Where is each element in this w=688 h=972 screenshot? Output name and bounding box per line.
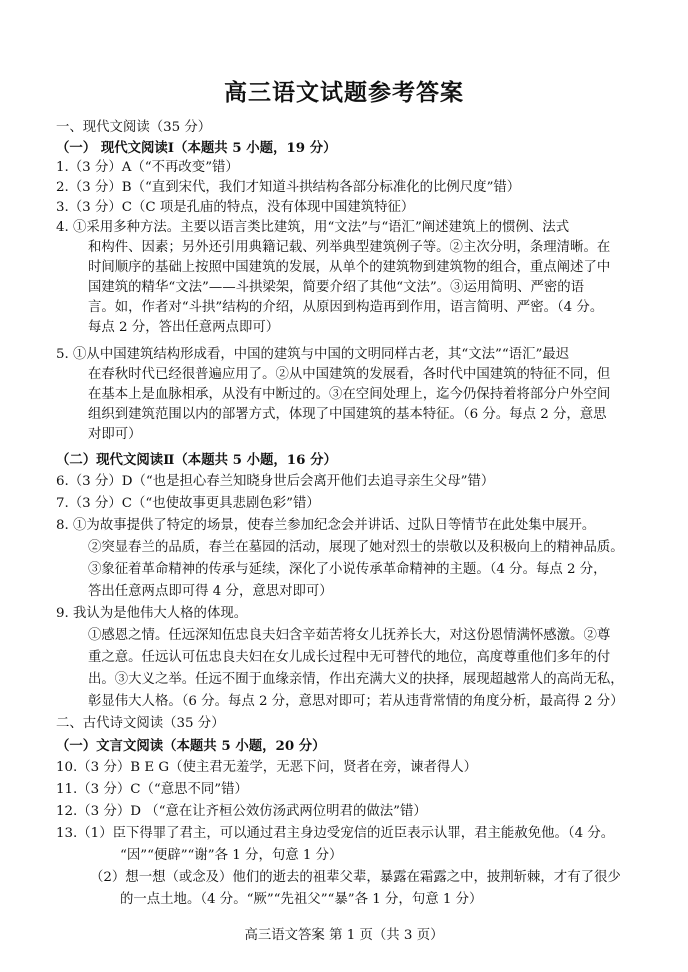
- answer-line-q10: 10.（3 分）B E G（使主君无羞学，无恶下问，贤者在旁，谏者得人）: [56, 760, 478, 775]
- answer-line-q3: 3.（3 分）C（C 项是孔庙的特点，没有体现中国建筑特征）: [56, 200, 415, 215]
- answer-line-q9-cont: ①感恩之情。任远深知伍忠良夫妇含辛茹苦将女儿抚养长大，对这份恩情满怀感激。②尊: [88, 628, 611, 643]
- answer-line-q5: 5. ①从中国建筑结构形成看，中国的建筑与中国的文明同样古老，其“文法”“语汇”最迟: [56, 347, 570, 362]
- page-title: 高三语文试题参考答案: [224, 80, 464, 106]
- section-heading-modern-reading: 一、现代文阅读（35 分）: [56, 120, 212, 135]
- answer-line-q9-cont: 重之意。任远认可伍忠良夫妇在女儿成长过程中无可替代的地位，高度尊重他们多年的付: [88, 650, 611, 665]
- answer-line-q9-cont: 彰显伟大人格。（6 分。每点 2 分，意思对即可；若从违背常情的角度分析，最高得 2 分）: [88, 694, 624, 709]
- answer-line-q4-cont: 时间顺序的基础上按照中国建筑的发展，从单个的建筑物到建筑物的组合，重点阐述了中: [88, 260, 611, 275]
- answer-line-q13: 13.（1）臣下得罪了君主，可以通过君主身边受宠信的近臣表示认罪，君主能赦免他。（4 分。: [56, 826, 615, 841]
- answer-line-q4-cont: 言。如，作者对“斗拱”结构的介绍，从原因到构造再到作用，语言简明、严密。（4 分。: [88, 300, 604, 315]
- answer-line-q8-cont: ③象征着革命精神的传承与延续，深化了小说传承革命精神的主题。（4 分。每点 2 分，: [88, 562, 607, 577]
- answer-line-q5-cont: 组织到建筑范围以内的部署方式，体现了中国建筑的基本特征。（6 分。每点 2 分，意思: [88, 407, 607, 422]
- answer-line-q5-cont: 在基本上是血脉相承，从没有中断过的。③在空间处理上，迄今仍保持着将部分户外空间: [88, 387, 611, 402]
- answer-line-q4: 4. ①采用多种方法。主要以语言类比建筑，用“文法”与“语汇”阐述建筑上的惯例、法式: [56, 220, 570, 235]
- page-footer: 高三语文答案 第 1 页（共 3 页）: [244, 928, 444, 943]
- answer-line-q5-cont: 对即可）: [88, 427, 142, 442]
- answer-line-q11: 11.（3 分）C（“意思不同”错）: [56, 782, 248, 797]
- answer-line-q2: 2.（3 分）B（“直到宋代，我们才知道斗拱结构各部分标准化的比例尺度”错）: [56, 180, 521, 195]
- answer-line-q13-part2-cont: 的一点土地。（4 分。“厥”“先祖父”“暴”各 1 分，句意 1 分）: [120, 892, 483, 907]
- answer-line-q8-cont: 答出任意两点即可得 4 分，意思对即可）: [88, 584, 333, 599]
- answer-line-q12: 12.（3 分）D （“意在让齐桓公效仿汤武两位明君的做法”错）: [56, 804, 427, 819]
- answer-line-q8: 8. ①为故事提供了特定的场景，使春兰参加纪念会并讲话、过队日等情节在此处集中展开。: [56, 518, 596, 533]
- answer-line-q8-cont: ②突显春兰的品质，春兰在墓园的活动，展现了她对烈士的崇敬以及积极向上的精神品质。: [88, 540, 624, 555]
- answer-line-q4-cont: 国建筑的精华“文法”——斗拱梁架，简要介绍了其他“文法”。③运用简明、严密的语: [88, 280, 585, 295]
- answer-line-q9: 9. 我认为是他伟大人格的体现。: [56, 606, 248, 621]
- answer-line-q6: 6.（3 分）D（“也是担心春兰知晓身世后会离开他们去追寻亲生父母”错）: [56, 474, 495, 489]
- subsection-heading-reading-2: （二）现代文阅读Ⅱ（本题共 5 小题，16 分）: [56, 452, 337, 468]
- answer-line-q1: 1.（3 分）A（“不再改变”错）: [56, 160, 239, 175]
- answer-line-q7: 7.（3 分）C（“也使故事更具悲剧色彩”错）: [56, 496, 320, 511]
- answer-line-q13-cont: “因”“便辟”“谢”各 1 分，句意 1 分）: [120, 848, 343, 863]
- subsection-heading-reading-1: （一） 现代文阅读Ⅰ（本题共 5 小题，19 分）: [56, 140, 337, 156]
- answer-line-q4-cont: 和构件、因素；另外还引用典籍记载、列举典型建筑例子等。②主次分明，条理清晰。在: [88, 240, 611, 255]
- answer-line-q5-cont: 在春秋时代已经很普遍应用了。②从中国建筑的发展看，各时代中国建筑的特征不同，但: [88, 367, 611, 382]
- subsection-heading-classical-prose: （一）文言文阅读（本题共 5 小题，20 分）: [56, 738, 326, 754]
- answer-line-q4-cont: 每点 2 分，答出任意两点即可）: [88, 320, 280, 335]
- answer-line-q9-cont: 出。③大义之举。任远不囿于血缘亲情，作出充满大义的抉择，展现超越常人的高尚无私，: [88, 672, 624, 687]
- section-heading-classical: 二、古代诗文阅读（35 分）: [56, 716, 225, 731]
- answer-line-q13-part2: （2）想一想（或念及）他们的逝去的祖辈父辈，暴露在霜露之中，披荆斩棘，才有了很少: [90, 870, 621, 885]
